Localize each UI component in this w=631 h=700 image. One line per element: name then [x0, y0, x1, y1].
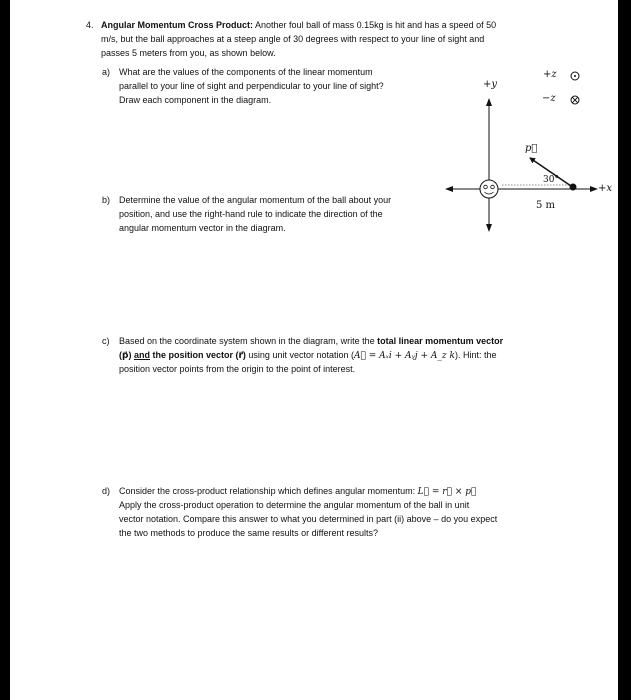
problem-number: 4.	[86, 20, 94, 30]
x-axis-left-arrow	[445, 186, 453, 192]
observer-face-icon	[480, 180, 498, 198]
angle-label: 30°	[543, 175, 559, 185]
y-axis-up-arrow	[486, 98, 492, 106]
problem-intro-1: Another foul ball of mass 0.15kg is hit and has a speed of 50	[255, 20, 497, 30]
part-d-line-1-text: Consider the cross-product relationship which defines angular momentum:	[119, 486, 418, 496]
part-d-line-4: the two methods to produce the same results or different results?	[119, 528, 378, 538]
part-a-line-2: parallel to your line of sight and perpendicular to your line of sight?	[119, 81, 384, 91]
part-a-line-1: What are the values of the components of the linear momentum	[119, 67, 373, 77]
problem-intro-line-2: m/s, but the ball approaches at a steep angle of 30 degrees with respect to your line of sight and	[101, 34, 485, 44]
x-axis-right-arrow	[590, 186, 598, 192]
y-axis-down-arrow	[486, 224, 492, 232]
coordinate-diagram	[10, 0, 618, 700]
into-page-icon	[571, 96, 579, 104]
momentum-vector-symbol: (p⃗)	[119, 350, 132, 360]
momentum-p-label: p⃗	[525, 143, 538, 154]
worksheet-page	[10, 0, 618, 700]
plus-y-label: +y	[483, 79, 498, 90]
part-a-label: a)	[102, 67, 111, 77]
part-c-and: and	[133, 350, 150, 360]
part-c-line-3: position vector points from the origin to the point of interest.	[119, 364, 356, 374]
part-c-line-2-text: using unit vector notation (	[245, 350, 354, 360]
part-c-line-2-end: ). Hint: the	[454, 350, 497, 360]
angular-momentum-formula: L⃗ = r⃗ × p⃗	[417, 487, 477, 497]
part-b-line-3: angular momentum vector in the diagram.	[119, 223, 286, 233]
out-of-page-icon	[571, 72, 579, 80]
part-d-line-2: Apply the cross-product operation to determine the angular momentum of the ball in unit	[119, 500, 470, 510]
part-a-line-3: Draw each component in the diagram.	[119, 95, 272, 105]
part-c-line-1-text: Based on the coordinate system shown in the diagram, write the	[119, 336, 378, 346]
plus-z-label: +z	[543, 69, 557, 80]
position-vector-term: the position vector (r⃗)	[149, 350, 246, 360]
problem-intro-line-3: passes 5 meters from you, as shown below.	[101, 48, 276, 58]
part-b-label: b)	[102, 195, 111, 205]
part-d-label: d)	[102, 486, 111, 496]
part-b-line-2: position, and use the right-hand rule to indicate the direction of the	[119, 209, 383, 219]
part-b-line-1: Determine the value of the angular momentum of the ball about your	[119, 195, 392, 205]
part-c-bold-term: total linear momentum vector	[377, 336, 504, 346]
part-d-line-3: vector notation. Compare this answer to what you determined in part (ii) above – do you expect	[119, 514, 498, 524]
part-c-label: c)	[102, 336, 110, 346]
plus-x-label: +x	[598, 183, 613, 194]
problem-title: Angular Momentum Cross Product:	[101, 20, 254, 30]
ball-dot	[570, 184, 577, 191]
minus-z-label: −z	[542, 93, 556, 104]
unit-vector-formula: A⃗ = Aₓi + Aᵧj + A_z k	[353, 351, 455, 361]
distance-label: 5 m	[536, 200, 556, 211]
